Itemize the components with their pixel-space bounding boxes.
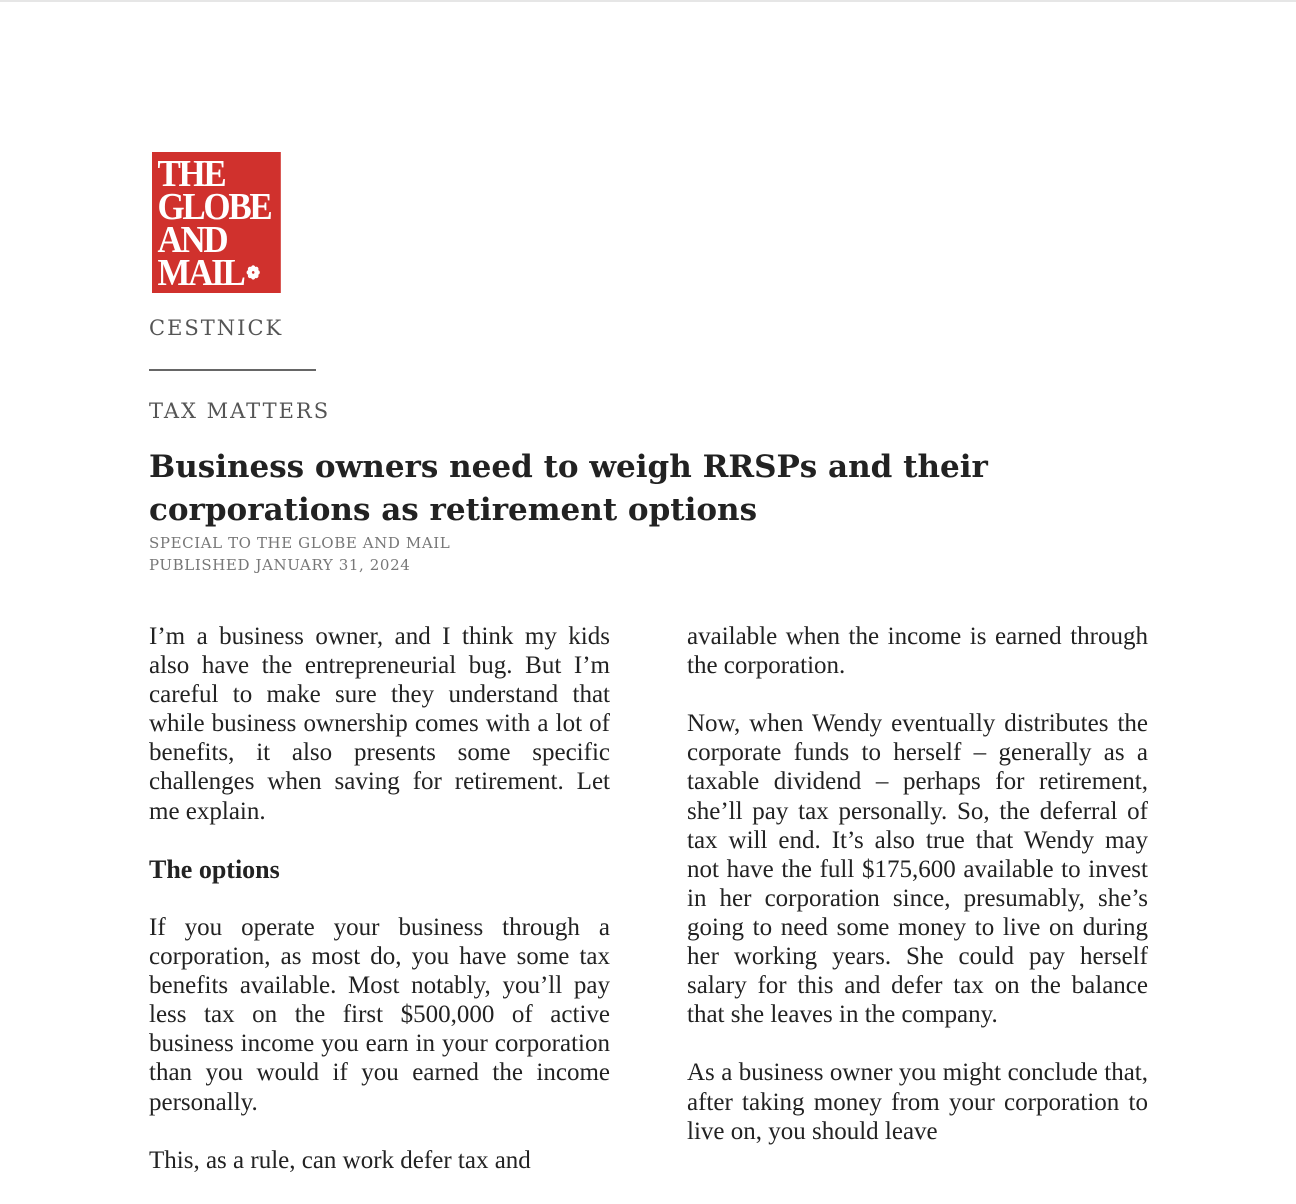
paragraph: If you operate your business through a corporation, as most do, you have some tax benefits available. Most notably, you’ll pay less tax on the first $500,000 of active business income you earn in your corporation than you would if you earned the income personally. [149, 913, 610, 1116]
logo-line-4: MAIL [157, 252, 244, 294]
paragraph: I’m a business owner, and I think my kids also have the entrepreneurial bug. But I’m careful to make sure they understand that while business ownership comes with a lot of benefits, it also presents some specific challenges when saving for retirement. Let me explain. [149, 623, 610, 825]
logo-line-2: GLOBE [157, 186, 271, 228]
article-column-right [687, 622, 1148, 1175]
page-top-border [0, 0, 1296, 2]
publish-date: PUBLISHED JANUARY 31, 2024 [149, 556, 411, 574]
subheading: The options [149, 854, 280, 884]
logo-line-4-wrapper [157, 252, 281, 294]
paragraph: This, as a rule, can work defer tax and [149, 1146, 531, 1174]
paragraph: Now, when Wendy eventually distributes the corporate funds to herself – generally as a taxable dividend – perhaps for retirement, she’ll pay tax personally. So, the deferral of tax will end. It’s also true that Wendy may not have the full $175,600 available to invest in her corporation since, presumably, she’s going to need some money to live on during her working years. She could pay herself salary for this and defer tax on the balance that she leaves in the company. [687, 710, 1148, 1029]
byline: SPECIAL TO THE GLOBE AND MAIL [149, 534, 451, 552]
globe-and-mail-logo [152, 152, 281, 293]
column-name: CESTNICK [149, 316, 284, 340]
article-headline: Business owners need to weigh RRSPs and their corporations as retirement options [149, 449, 988, 528]
logo-line-3: AND [157, 219, 227, 261]
logo-line-1: THE [157, 153, 225, 195]
section-label: TAX MATTERS [149, 399, 331, 423]
article-column-left [149, 622, 610, 1204]
paragraph: available when the income is earned through the corporation. [687, 623, 1148, 680]
divider [149, 369, 316, 371]
maple-leaf-icon: ❁ [246, 263, 261, 283]
paragraph: As a business owner you might conclude that, after taking money from your corporation to live on, you should leave [687, 1059, 1148, 1145]
